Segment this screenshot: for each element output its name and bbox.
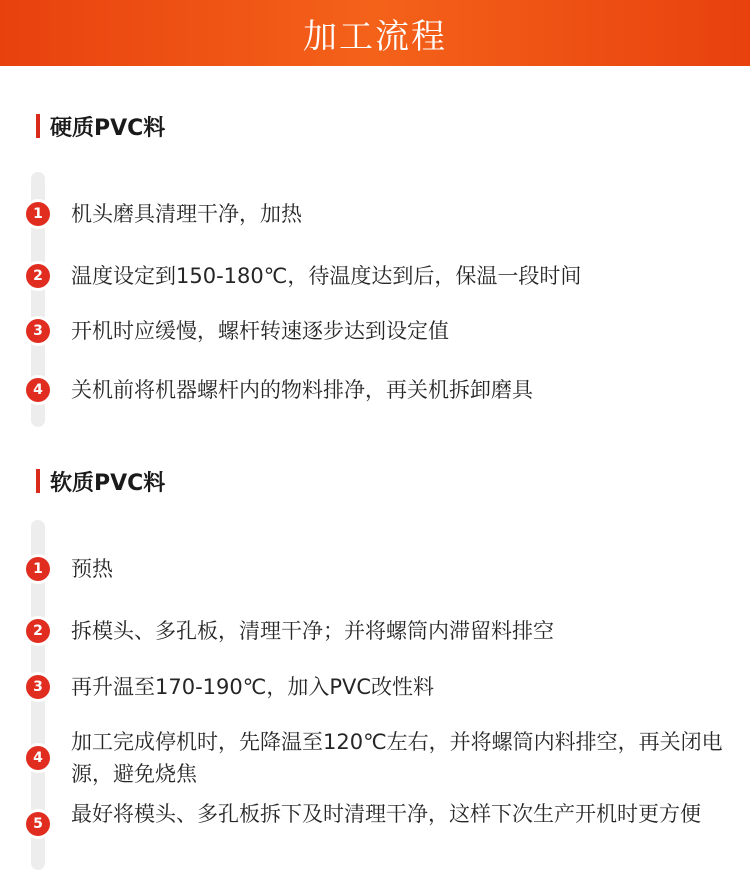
- step-text: 温度设定到150-180℃，待温度达到后，保温一段时间: [71, 264, 582, 288]
- accent-bar: [36, 114, 40, 138]
- step-number-badge: 1: [26, 202, 50, 226]
- step-text: 开机时应缓慢，螺杆转速逐步达到设定值: [71, 319, 449, 343]
- accent-bar: [36, 469, 40, 493]
- section-title-rigid: 硬质PVC料: [50, 115, 166, 141]
- step-number-badge: 1: [26, 557, 50, 581]
- header-banner: [0, 0, 750, 66]
- step-number-badge: 4: [26, 378, 50, 402]
- step-text: 机头磨具清理干净，加热: [71, 202, 302, 226]
- section-header-soft: [36, 466, 165, 496]
- step-text: 最好将模头、多孔板拆下及时清理干净，这样下次生产开机时更方便: [71, 802, 701, 826]
- step-number-badge: 2: [26, 264, 50, 288]
- step-number-badge: 4: [26, 746, 50, 770]
- section-title-soft: 软质PVC料: [50, 470, 166, 496]
- step-number-badge: 5: [26, 812, 50, 836]
- step-text: 加工完成停机时，先降温至120℃左右，并将螺筒内料排空，再关闭电源，避免烧焦: [71, 730, 723, 786]
- section-header-rigid: [36, 111, 165, 141]
- step-number-badge: 3: [26, 675, 50, 699]
- step-text: 再升温至170-190℃，加入PVC改性料: [71, 675, 435, 699]
- step-number-badge: 2: [26, 619, 50, 643]
- step-number-badge: 3: [26, 319, 50, 343]
- step-text: 预热: [71, 557, 113, 581]
- step-text: 拆模头、多孔板，清理干净；并将螺筒内滞留料排空: [71, 619, 554, 643]
- page-title: 加工流程: [303, 16, 447, 57]
- step-text: 关机前将机器螺杆内的物料排净，再关机拆卸磨具: [71, 378, 533, 402]
